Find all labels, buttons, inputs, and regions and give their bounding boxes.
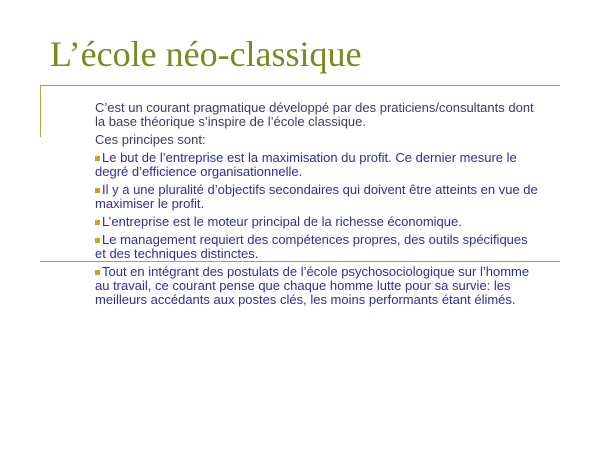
bullet-text: Le management requiert des compétences propres, des outils spécifiques et des techniques distinctes. bbox=[95, 232, 528, 261]
square-bullet-icon bbox=[95, 238, 100, 243]
square-bullet-icon bbox=[95, 220, 100, 225]
bullet-item bbox=[95, 265, 540, 307]
square-bullet-icon bbox=[95, 156, 100, 161]
bullet-item bbox=[95, 233, 540, 261]
slide-title: L’école néo-classique bbox=[50, 34, 362, 74]
bullet-text: Le but de l’entreprise est la maximisation du profit. Ce dernier mesure le degré d’efficience organisationnelle. bbox=[95, 150, 517, 179]
square-bullet-icon bbox=[95, 270, 100, 275]
bullet-item bbox=[95, 215, 540, 229]
bullet-text: Il y a une pluralité d’objectifs secondaires qui doivent être atteints en vue de maximiser le profit. bbox=[95, 182, 538, 211]
bullet-item bbox=[95, 183, 540, 211]
bullet-text: Tout en intégrant des postulats de l’école psychosociologique sur l’homme au travail, ce courant pense que chaque homme lutte pour sa survie: les meilleurs accédants aux postes clés, les moins performants étant élimés. bbox=[95, 264, 530, 307]
bullet-item bbox=[95, 151, 540, 179]
slide-body bbox=[95, 101, 540, 311]
principles-lead: Ces principes sont: bbox=[95, 132, 206, 147]
title-vertical-rule bbox=[40, 85, 41, 137]
intro-paragraph: C’est un courant pragmatique développé par des praticiens/consultants dont la base théorique s’inspire de l’école classique. bbox=[95, 100, 534, 129]
square-bullet-icon bbox=[95, 188, 100, 193]
bullet-text: L’entreprise est le moteur principal de la richesse économique. bbox=[102, 214, 462, 229]
title-underline-rule bbox=[40, 85, 560, 86]
